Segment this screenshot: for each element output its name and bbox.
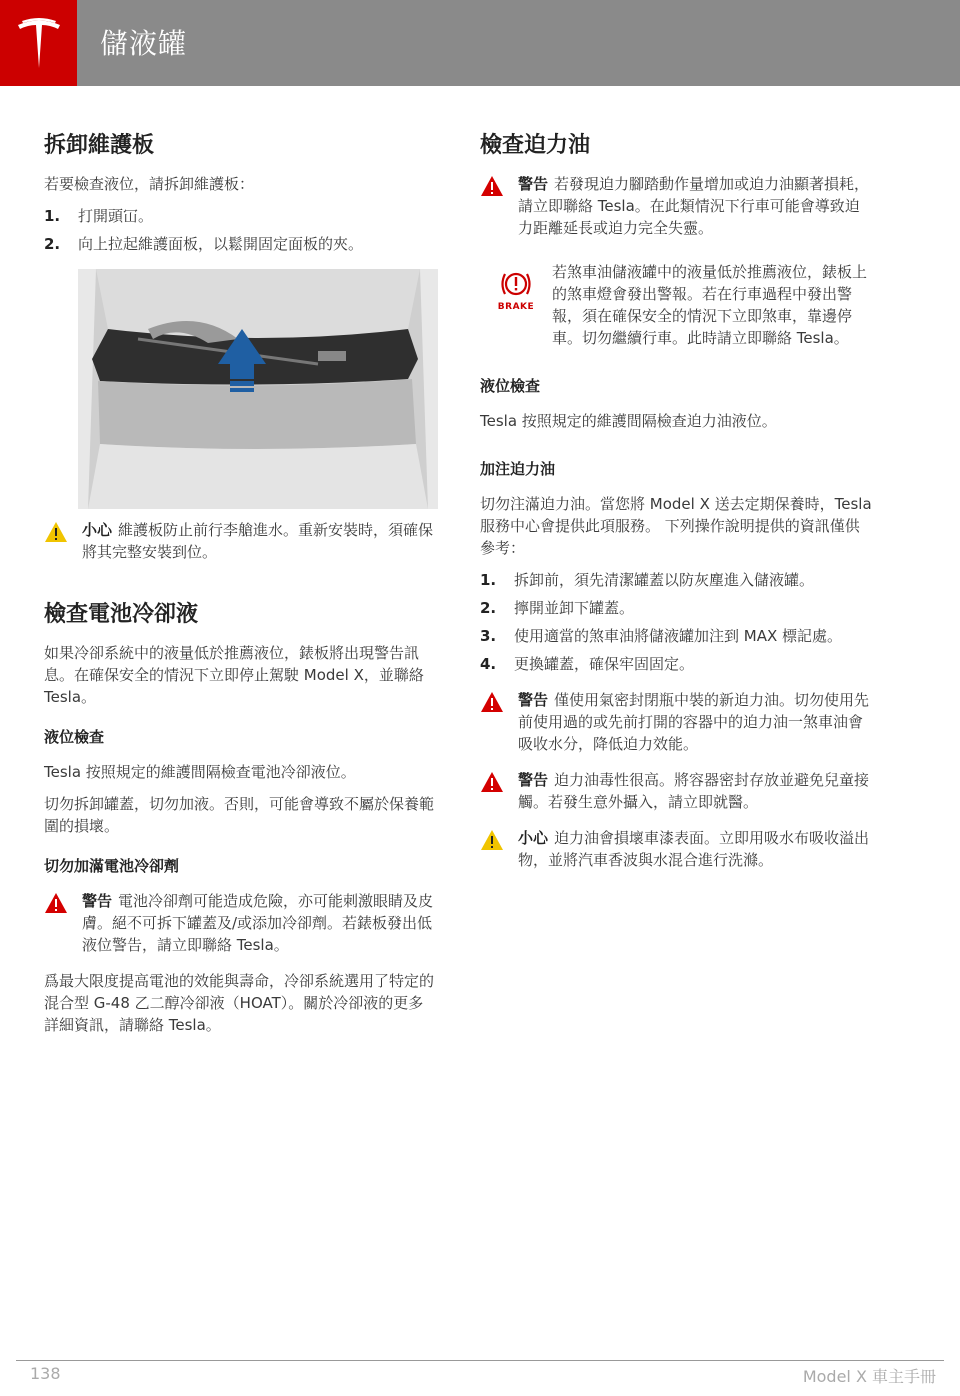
step-text: 拆卸前，須先清潔罐蓋以防灰塵進入儲液罐。 [514, 571, 815, 589]
warning-note [480, 173, 872, 239]
intro-text: 若要檢查液位，請拆卸維護板： [44, 175, 255, 193]
list-item [480, 569, 872, 591]
manual-title: Model X 車主手冊 [802, 1367, 936, 1386]
brake-text: 若煞車油儲液罐中的液量低於推薦液位，錶板上的煞車燈會發出警報。若在行車過程中發出警報，須在確保安全的情況下立即煞車，靠邊停車。切勿繼續行車。此時請立即聯絡 Tesla。 [552, 263, 868, 347]
caution-text: 迫力油會損壞車漆表面。立即用吸水布吸收溢出物，並將汽車香波與水混合進行洗滌。 [518, 829, 870, 869]
step-number: 1. [480, 571, 497, 589]
step-list [480, 569, 872, 675]
body-text: 切勿拆卸罐蓋，切勿加液。否則，可能會導致不屬於保養範圍的損壞。 [44, 795, 435, 835]
step-text: 向上拉起維護面板，以鬆開固定面板的夾。 [78, 235, 364, 253]
step-list [44, 205, 438, 255]
warning-text: 電池冷卻劑可能造成危險，亦可能刺激眼睛及皮膚。絕不可拆下罐蓋及/或添加冷卻劑。若錶板發出低液位警告，請立即聯絡 Tesla。 [82, 892, 434, 954]
section-title: 檢查迫力油 [480, 133, 591, 158]
warning-icon [480, 771, 504, 793]
list-item [44, 205, 438, 227]
brake-label: BRAKE [497, 302, 535, 312]
list-item [44, 233, 438, 255]
step-number: 3. [480, 627, 497, 645]
step-number: 2. [44, 235, 61, 253]
step-number: 4. [480, 655, 497, 673]
section-battery-coolant [44, 597, 438, 1036]
warning-keyword: 警告 [518, 175, 549, 193]
warning-note [480, 769, 872, 813]
step-number: 1. [44, 207, 61, 225]
body-text: 爲最大限度提高電池的效能與壽命，冷卻系統選用了特定的混合型 G-48 乙二醇冷卻液（HOAT）。關於冷卻液的更多詳細資訊，請聯絡 Tesla。 [44, 972, 435, 1034]
page-title: 儲液罐 [100, 27, 188, 60]
tesla-logo-icon [16, 16, 62, 70]
left-column [44, 128, 438, 1046]
page-number: 138 [30, 1364, 61, 1383]
body-text: Tesla 按照規定的維護間隔檢查迫力油液位。 [480, 412, 777, 430]
subsection-title: 液位檢查 [44, 728, 105, 746]
caution-icon [44, 521, 68, 543]
caution-note [480, 827, 872, 871]
right-column [480, 128, 872, 885]
warning-keyword: 警告 [518, 771, 549, 789]
warning-keyword: 警告 [82, 892, 113, 910]
warning-keyword: 警告 [518, 691, 549, 709]
brake-warning-icon [499, 269, 533, 299]
body-text: 如果冷卻系統中的液量低於推薦液位，錶板將出現警告訊息。在確保安全的情況下立即停止駕駛 Model X，並聯絡 Tesla。 [44, 644, 424, 706]
step-number: 2. [480, 599, 497, 617]
warning-text: 若發現迫力腳踏動作量增加或迫力油顯著損耗，請立即聯絡 Tesla。在此類情況下行車可能會導致迫力距離延長或迫力完全失靈。 [518, 175, 870, 237]
warning-icon [480, 691, 504, 713]
step-text: 打開頭冚。 [78, 207, 154, 225]
warning-text: 迫力油毒性很高。將容器密封存放並避免兒童接觸。若發生意外攝入，請立即就醫。 [518, 771, 870, 811]
brake-indicator-note [480, 261, 872, 349]
caution-keyword: 小心 [518, 829, 549, 847]
warning-text: 僅使用氣密封閉瓶中裝的新迫力油。切勿使用先前使用過的或先前打開的容器中的迫力油一煞車油會吸收水分，降低迫力效能。 [518, 691, 870, 753]
section-title: 拆卸維護板 [44, 133, 155, 158]
warning-icon [44, 892, 68, 914]
step-text: 更換罐蓋，確保牢固固定。 [514, 655, 695, 673]
caution-note [44, 519, 438, 563]
subsection-title: 液位檢查 [480, 377, 541, 395]
section-title: 檢查電池冷卻液 [44, 602, 199, 627]
list-item [480, 625, 872, 647]
warning-note [480, 689, 872, 755]
caution-text: 維護板防止前行李艙進水。重新安裝時，須確保將其完整安裝到位。 [82, 521, 434, 561]
tesla-logo [0, 0, 77, 86]
subsection-title: 加注迫力油 [480, 460, 556, 478]
list-item [480, 653, 872, 675]
body-text: 切勿注滿迫力油。當您將 Model X 送去定期保養時，Tesla 服務中心會提供此項服務。 下列操作說明提供的資訊僅供參考： [480, 495, 872, 557]
list-item [480, 597, 872, 619]
warning-note [44, 890, 438, 956]
step-text: 擰開並卸下罐蓋。 [514, 599, 635, 617]
caution-keyword: 小心 [82, 521, 113, 539]
subsection-title: 切勿加滿電池冷卻劑 [44, 857, 180, 875]
body-text: Tesla 按照規定的維護間隔檢查電池冷卻液位。 [44, 763, 356, 781]
page-header [0, 0, 960, 86]
section-remove-panel [44, 128, 438, 563]
caution-icon [480, 829, 504, 851]
footer-divider [16, 1360, 944, 1361]
maintenance-panel-illustration [78, 269, 438, 509]
step-text: 使用適當的煞車油將儲液罐加注到 MAX 標記處。 [514, 627, 843, 645]
warning-icon [480, 175, 504, 197]
